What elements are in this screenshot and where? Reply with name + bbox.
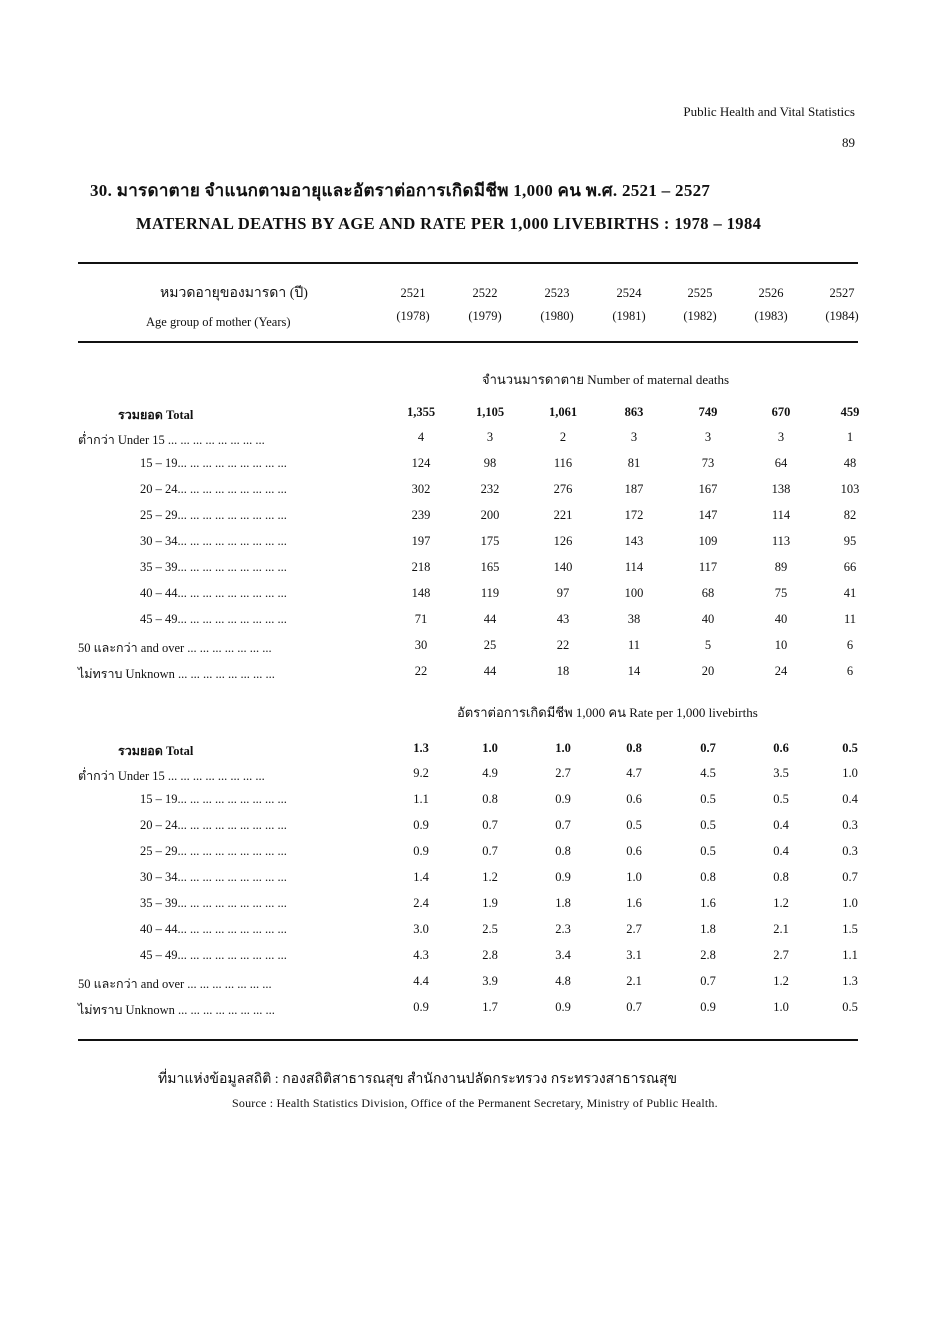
table-cell: 0.6	[626, 792, 642, 806]
table-cell: 2.8	[700, 948, 716, 962]
header-rule	[78, 341, 858, 343]
year-ce-header: (1984)	[825, 309, 859, 323]
table-cell: 1,061	[548, 405, 578, 419]
table-cell: 1.1	[413, 792, 429, 806]
table-cell: 38	[627, 612, 641, 626]
table-row	[0, 405, 941, 425]
year-be-header: 2523	[544, 286, 570, 300]
table-cell: 2	[559, 430, 567, 444]
table-cell: 0.7	[842, 870, 858, 884]
table-cell: 3.0	[413, 922, 429, 936]
column-header-label-thai: หมวดอายุของมารดา (ปี)	[160, 286, 308, 301]
table-cell: 0.9	[555, 870, 571, 884]
table-cell: 100	[624, 586, 644, 600]
table-cell: 82	[843, 508, 857, 522]
table-cell: 116	[553, 456, 573, 470]
table-cell: 140	[553, 560, 573, 574]
table-cell: 3	[630, 430, 638, 444]
table-cell: 1.3	[413, 741, 429, 755]
table-cell: 3	[486, 430, 494, 444]
table-cell: 148	[411, 586, 431, 600]
table-row	[0, 482, 941, 502]
year-be-header: 2525	[687, 286, 713, 300]
table-cell: 11	[843, 612, 857, 626]
table-cell: 0.9	[413, 844, 429, 858]
table-row	[0, 508, 941, 528]
table-cell: 0.5	[700, 792, 716, 806]
table-cell: 6	[846, 664, 854, 678]
table-cell: 0.9	[700, 1000, 716, 1014]
table-cell: 4.8	[555, 974, 571, 988]
table-cell: 4	[417, 430, 425, 444]
row-label: 20 – 24... ... ... ... ... ... ... ... ...	[140, 818, 287, 832]
table-cell: 1,355	[406, 405, 436, 419]
table-cell: 0.5	[700, 818, 716, 832]
row-label: 30 – 34... ... ... ... ... ... ... ... ...	[140, 870, 287, 884]
table-cell: 0.6	[773, 741, 789, 755]
table-cell: 0.5	[700, 844, 716, 858]
running-head: Public Health and Vital Statistics	[683, 104, 855, 119]
table-cell: 6	[846, 638, 854, 652]
table-cell: 0.6	[626, 844, 642, 858]
table-cell: 0.5	[842, 1000, 858, 1014]
row-label: 20 – 24... ... ... ... ... ... ... ... ...	[140, 482, 287, 496]
row-label: 30 – 34... ... ... ... ... ... ... ... ...	[140, 534, 287, 548]
source-thai: ที่มาแห่งข้อมูลสถิติ : กองสถิติสาธารณสุข สำนักงานปลัดกระทรวง กระทรวงสาธารณสุข	[158, 1072, 678, 1087]
table-cell: 0.9	[413, 1000, 429, 1014]
table-row	[0, 792, 941, 812]
table-cell: 221	[553, 508, 573, 522]
table-row	[0, 974, 941, 994]
section-heading: จำนวนมารดาตาย Number of maternal deaths	[482, 372, 730, 387]
table-cell: 1.1	[842, 948, 858, 962]
table-cell: 232	[480, 482, 500, 496]
table-cell: 0.8	[555, 844, 571, 858]
row-label: ต่ำกว่า Under 15 ... ... ... ... ... ... ... ...	[78, 769, 265, 783]
column-header-label-english: Age group of mother (Years)	[146, 315, 291, 329]
table-title-english: MATERNAL DEATHS BY AGE AND RATE PER 1,000 LIVEBIRTHS : 1978 – 1984	[136, 214, 762, 233]
table-cell: 1.0	[773, 1000, 789, 1014]
table-cell: 73	[701, 456, 715, 470]
table-cell: 109	[698, 534, 718, 548]
table-cell: 18	[556, 664, 570, 678]
table-cell: 3	[704, 430, 712, 444]
table-cell: 2.7	[555, 766, 571, 780]
year-ce-header: (1979)	[468, 309, 502, 323]
table-row	[0, 612, 941, 632]
table-cell: 0.7	[700, 741, 716, 755]
table-cell: 1.6	[626, 896, 642, 910]
table-cell: 0.5	[626, 818, 642, 832]
table-row	[0, 766, 941, 786]
row-label: รวมยอด Total	[118, 744, 194, 758]
table-cell: 114	[624, 560, 644, 574]
row-label: 15 – 19... ... ... ... ... ... ... ... ...	[140, 456, 287, 470]
year-be-header: 2527	[829, 286, 855, 300]
table-cell: 1,105	[475, 405, 505, 419]
table-cell: 2.4	[413, 896, 429, 910]
table-cell: 0.8	[700, 870, 716, 884]
row-label: 50 และกว่า and over ... ... ... ... ... ... ...	[78, 641, 272, 655]
table-cell: 3.9	[482, 974, 498, 988]
table-cell: 4.4	[413, 974, 429, 988]
table-cell: 126	[553, 534, 573, 548]
year-ce-header: (1978)	[396, 309, 430, 323]
row-label: ไม่ทราบ Unknown ... ... ... ... ... ... ... ...	[78, 667, 275, 681]
table-row	[0, 560, 941, 580]
table-cell: 0.7	[482, 844, 498, 858]
table-cell: 44	[483, 664, 497, 678]
table-cell: 22	[556, 638, 570, 652]
table-cell: 172	[624, 508, 644, 522]
row-label: 35 – 39... ... ... ... ... ... ... ... ...	[140, 896, 287, 910]
table-cell: 11	[627, 638, 641, 652]
row-label: รวมยอด Total	[118, 408, 194, 422]
table-cell: 2.7	[626, 922, 642, 936]
table-cell: 0.8	[773, 870, 789, 884]
table-row	[0, 638, 941, 658]
table-cell: 5	[704, 638, 712, 652]
table-cell: 9.2	[413, 766, 429, 780]
table-cell: 670	[771, 405, 791, 419]
table-cell: 113	[771, 534, 791, 548]
row-label: 40 – 44... ... ... ... ... ... ... ... ...	[140, 586, 287, 600]
table-cell: 0.3	[842, 818, 858, 832]
table-cell: 4.5	[700, 766, 716, 780]
table-cell: 0.4	[773, 844, 789, 858]
table-row	[0, 430, 941, 450]
table-cell: 0.5	[842, 741, 858, 755]
table-cell: 0.8	[626, 741, 642, 755]
table-cell: 1.5	[842, 922, 858, 936]
row-label: 25 – 29... ... ... ... ... ... ... ... ...	[140, 508, 287, 522]
table-cell: 143	[624, 534, 644, 548]
row-label: 15 – 19... ... ... ... ... ... ... ... ...	[140, 792, 287, 806]
table-row	[0, 741, 941, 761]
table-cell: 64	[774, 456, 788, 470]
table-cell: 749	[698, 405, 718, 419]
table-cell: 1.7	[482, 1000, 498, 1014]
table-cell: 103	[840, 482, 860, 496]
source-english: Source : Health Statistics Division, Office of the Permanent Secretary, Ministry of Public Health.	[232, 1096, 718, 1110]
table-cell: 1.0	[842, 896, 858, 910]
table-cell: 1.8	[700, 922, 716, 936]
table-cell: 2.1	[626, 974, 642, 988]
table-cell: 41	[843, 586, 857, 600]
table-title-thai: 30. มารดาตาย จำแนกตามอายุและอัตราต่อการเกิดมีชีพ 1,000 คน พ.ศ. 2521 – 2527	[90, 181, 711, 200]
bottom-rule	[78, 1039, 858, 1041]
table-cell: 1.3	[842, 974, 858, 988]
table-cell: 20	[701, 664, 715, 678]
table-cell: 0.7	[482, 818, 498, 832]
table-cell: 0.4	[773, 818, 789, 832]
table-cell: 1.4	[413, 870, 429, 884]
year-be-header: 2526	[758, 286, 784, 300]
table-cell: 200	[480, 508, 500, 522]
table-cell: 40	[701, 612, 715, 626]
table-cell: 187	[624, 482, 644, 496]
table-cell: 0.7	[555, 818, 571, 832]
table-cell: 3.5	[773, 766, 789, 780]
table-row	[0, 456, 941, 476]
table-cell: 0.3	[842, 844, 858, 858]
table-cell: 44	[483, 612, 497, 626]
table-row	[0, 586, 941, 606]
table-cell: 2.7	[773, 948, 789, 962]
table-cell: 4.9	[482, 766, 498, 780]
year-be-header: 2524	[616, 286, 642, 300]
table-row	[0, 896, 941, 916]
table-cell: 71	[414, 612, 428, 626]
year-be-header: 2522	[472, 286, 498, 300]
table-cell: 43	[556, 612, 570, 626]
table-cell: 66	[843, 560, 857, 574]
table-row	[0, 922, 941, 942]
table-cell: 114	[771, 508, 791, 522]
table-cell: 22	[414, 664, 428, 678]
table-cell: 119	[480, 586, 500, 600]
table-row	[0, 870, 941, 890]
table-row	[0, 534, 941, 554]
table-row	[0, 664, 941, 684]
table-cell: 3	[777, 430, 785, 444]
table-cell: 863	[624, 405, 644, 419]
table-cell: 1.6	[700, 896, 716, 910]
table-cell: 0.9	[555, 792, 571, 806]
row-label: 50 และกว่า and over ... ... ... ... ... ... ...	[78, 977, 272, 991]
table-cell: 0.7	[626, 1000, 642, 1014]
table-cell: 30	[414, 638, 428, 652]
table-cell: 0.5	[773, 792, 789, 806]
table-cell: 1.9	[482, 896, 498, 910]
table-cell: 0.7	[700, 974, 716, 988]
table-cell: 75	[774, 586, 788, 600]
table-cell: 0.9	[413, 818, 429, 832]
table-cell: 1.2	[773, 896, 789, 910]
table-cell: 4.7	[626, 766, 642, 780]
table-cell: 117	[698, 560, 718, 574]
table-row	[0, 818, 941, 838]
table-cell: 175	[480, 534, 500, 548]
year-ce-header: (1980)	[540, 309, 574, 323]
table-cell: 4.3	[413, 948, 429, 962]
table-cell: 68	[701, 586, 715, 600]
table-cell: 1.2	[482, 870, 498, 884]
table-cell: 1.0	[482, 741, 498, 755]
table-cell: 25	[483, 638, 497, 652]
page-number: 89	[842, 135, 855, 150]
row-label: 45 – 49... ... ... ... ... ... ... ... ...	[140, 612, 287, 626]
table-cell: 0.8	[482, 792, 498, 806]
table-cell: 14	[627, 664, 641, 678]
top-rule	[78, 262, 858, 264]
table-cell: 2.5	[482, 922, 498, 936]
section-heading: อัตราต่อการเกิดมีชีพ 1,000 คน Rate per 1,000 livebirths	[457, 705, 758, 720]
table-row	[0, 948, 941, 968]
table-cell: 239	[411, 508, 431, 522]
table-cell: 218	[411, 560, 431, 574]
row-label: 25 – 29... ... ... ... ... ... ... ... ...	[140, 844, 287, 858]
table-cell: 3.1	[626, 948, 642, 962]
table-cell: 302	[411, 482, 431, 496]
table-cell: 98	[483, 456, 497, 470]
table-row	[0, 1000, 941, 1020]
table-cell: 1.0	[842, 766, 858, 780]
table-cell: 97	[556, 586, 570, 600]
table-cell: 2.1	[773, 922, 789, 936]
year-ce-header: (1981)	[612, 309, 646, 323]
year-ce-header: (1983)	[754, 309, 788, 323]
table-cell: 2.8	[482, 948, 498, 962]
table-cell: 1.0	[626, 870, 642, 884]
row-label: 35 – 39... ... ... ... ... ... ... ... ...	[140, 560, 287, 574]
table-cell: 197	[411, 534, 431, 548]
table-cell: 1.8	[555, 896, 571, 910]
table-cell: 10	[774, 638, 788, 652]
table-cell: 167	[698, 482, 718, 496]
table-cell: 2.3	[555, 922, 571, 936]
table-cell: 89	[774, 560, 788, 574]
table-cell: 1.2	[773, 974, 789, 988]
row-label: 40 – 44... ... ... ... ... ... ... ... ...	[140, 922, 287, 936]
table-cell: 40	[774, 612, 788, 626]
row-label: 45 – 49... ... ... ... ... ... ... ... ...	[140, 948, 287, 962]
table-cell: 124	[411, 456, 431, 470]
table-row	[0, 844, 941, 864]
table-cell: 276	[553, 482, 573, 496]
table-cell: 95	[843, 534, 857, 548]
table-cell: 1	[846, 430, 854, 444]
table-cell: 0.9	[555, 1000, 571, 1014]
table-cell: 0.4	[842, 792, 858, 806]
table-cell: 3.4	[555, 948, 571, 962]
row-label: ไม่ทราบ Unknown ... ... ... ... ... ... ... ...	[78, 1003, 275, 1017]
table-cell: 1.0	[555, 741, 571, 755]
year-ce-header: (1982)	[683, 309, 717, 323]
table-cell: 165	[480, 560, 500, 574]
row-label: ต่ำกว่า Under 15 ... ... ... ... ... ... ... ...	[78, 433, 265, 447]
year-be-header: 2521	[400, 286, 426, 300]
table-cell: 138	[771, 482, 791, 496]
table-cell: 147	[698, 508, 718, 522]
table-cell: 81	[627, 456, 641, 470]
table-cell: 459	[840, 405, 860, 419]
table-cell: 24	[774, 664, 788, 678]
table-cell: 48	[843, 456, 857, 470]
